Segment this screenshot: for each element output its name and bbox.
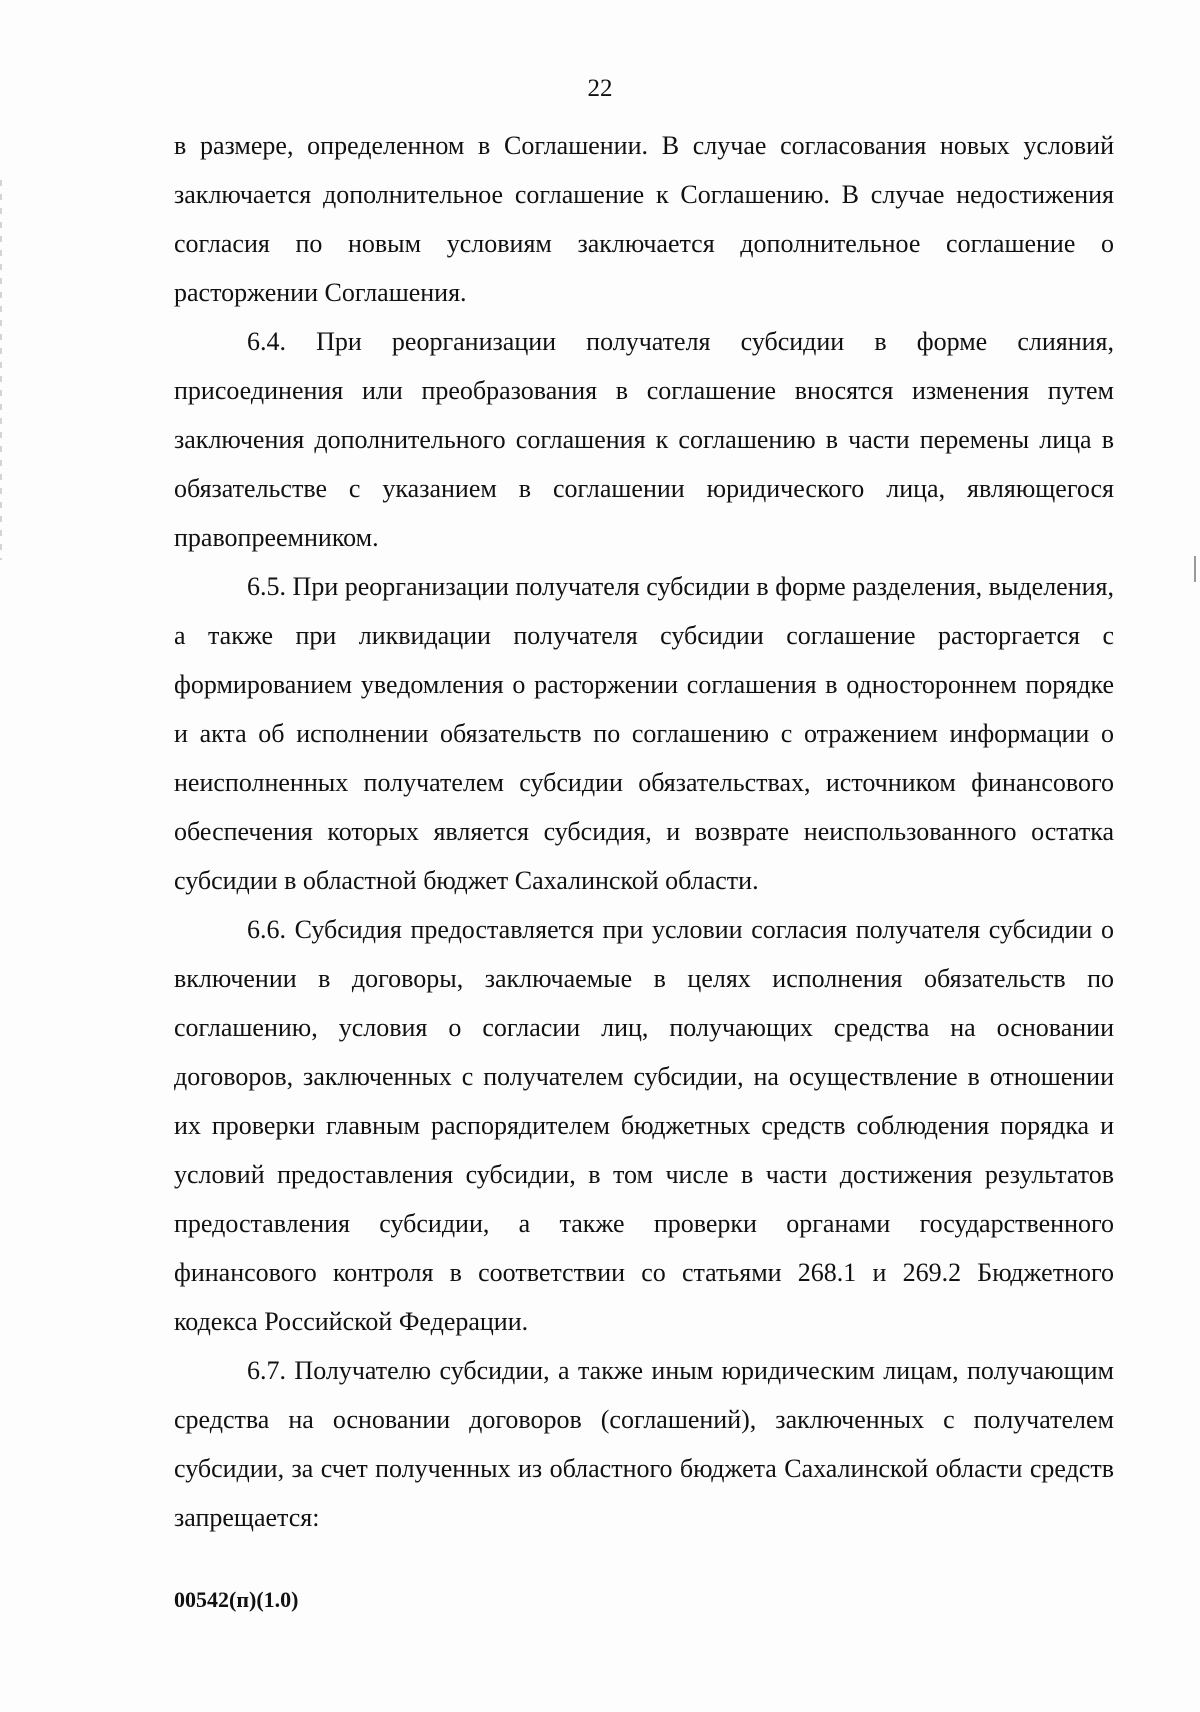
paragraph-continuation: в размере, определенном в Соглашении. В случае согласования новых условий заключается дополнительное соглашение к Соглашению. В случае недостижения согласия по новым условиям заключается дополнительное соглашение о расторжении Соглашения. [174,131,1114,307]
paragraph-6-4: 6.4. При реорганизации получателя субсидии в форме слияния, присоединения или преобразования в соглашение вносятся изменения путем заключения дополнительного соглашения к соглашению в части перемены лица в обязательстве с указанием в соглашении юридического лица, являющегося правопреемником. [174,327,1114,552]
document-code: 00542(п)(1.0) [174,1587,299,1612]
paragraph-6-5: 6.5. При реорганизации получателя субсидии в форме разделения, выделения, а также при ликвидации получателя субсидии соглашение расторгается с формированием уведомления о расторжении соглашения в одностороннем порядке и акта об исполнении обязательств по соглашению с отражением информации о неисполненных получателем субсидии обязательствах, источником финансового обеспечения которых является субсидия, и возврате неиспользованного остатка субсидии в областной бюджет Сахалинской области. [174,572,1114,895]
page-number: 22 [587,75,613,102]
document-body [174,121,1114,1542]
paragraph-6-7: 6.7. Получателю субсидии, а также иным юридическим лицам, получающим средства на основании договоров (соглашений), заключенных с получателем субсидии, за счет полученных из областного бюджета Сахалинской области средств запрещается: [174,1356,1114,1532]
paragraph-6-6: 6.6. Субсидия предоставляется при условии согласия получателя субсидии о включении в договоры, заключаемые в целях исполнения обязательств по соглашению, условия о согласии лиц, получающих средства на основании договоров, заключенных с получателем субсидии, на осуществление в отношении их проверки главным распорядителем бюджетных средств соблюдения порядка и условий предоставления субсидии, в том числе в части достижения результатов предоставления субсидии, а также проверки органами государственного финансового контроля в соответствии со статьями 268.1 и 269.2 Бюджетного кодекса Российской Федерации. [174,915,1114,1336]
scan-mark-artifact [1194,556,1196,582]
scan-edge-artifact [0,180,2,560]
